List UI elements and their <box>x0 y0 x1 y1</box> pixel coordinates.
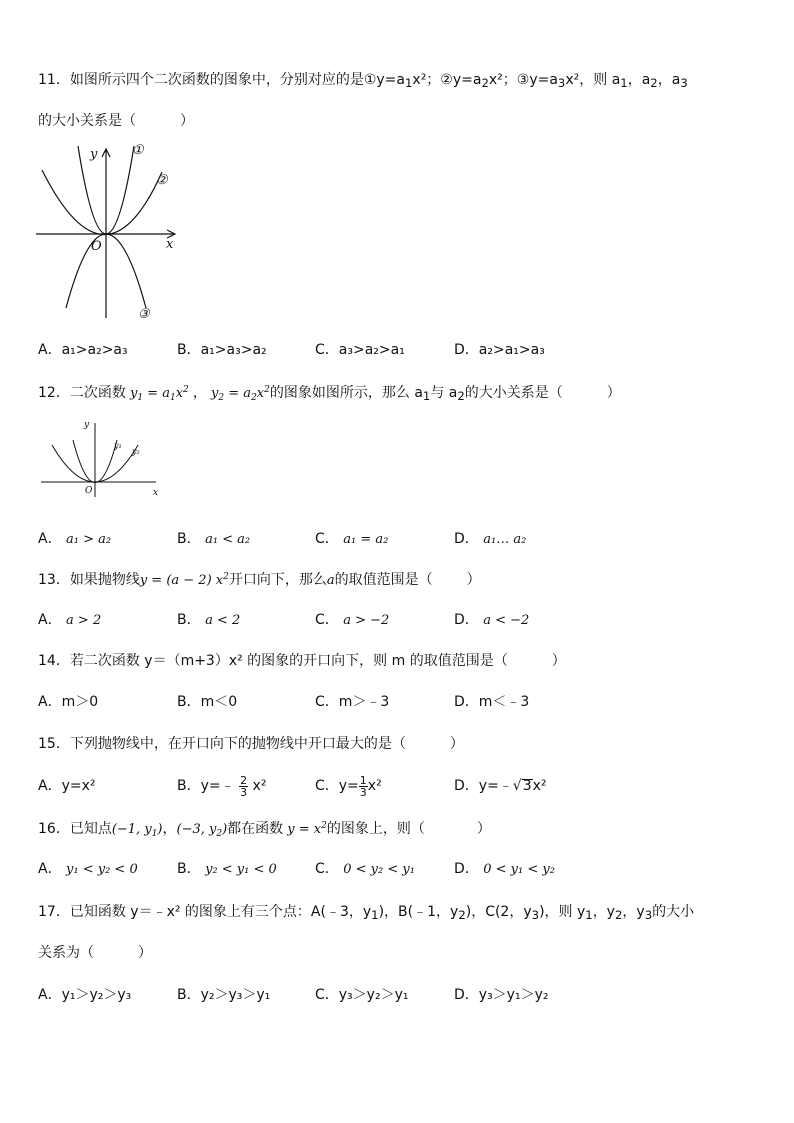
q13-number: 13 <box>38 572 56 588</box>
q12-option-d[interactable]: D． a₁… a₂ <box>454 531 527 547</box>
q17-stem-line2: 关系为（ ） <box>38 945 152 961</box>
q14-options <box>38 691 758 713</box>
q12-option-b[interactable]: B． a₁ < a₂ <box>177 531 251 547</box>
q17-option-d[interactable]: D．y₃＞y₁＞y₂ <box>454 987 549 1003</box>
q16-option-a[interactable]: A． y₁ < y₂ < 0 <box>38 861 138 877</box>
q13-options <box>38 609 758 631</box>
q11-curve-1-label: ① <box>132 143 144 158</box>
q13-option-d[interactable]: D． a < −2 <box>454 612 530 628</box>
q11-option-b[interactable]: B．a₁>a₃>a₂ <box>177 342 267 358</box>
q11-stem-line2: 的大小关系是（ ） <box>38 113 194 129</box>
q16-number: 16 <box>38 821 56 837</box>
q12-formula-y2: $y_2 = a_2x^2$ <box>206 385 270 403</box>
q17-options <box>38 984 758 1006</box>
q11-curve-2 <box>42 170 162 235</box>
q12-curve-y2-label: y₂ <box>132 447 140 456</box>
q11-curve-2-label: ② <box>156 173 168 188</box>
q15-number: 15 <box>38 736 56 752</box>
q13-variable-a: a <box>326 573 335 588</box>
q16-option-c[interactable]: C． 0 < y₂ < y₁ <box>315 861 415 877</box>
q12-options <box>38 528 758 550</box>
q14-option-c[interactable]: C．m＞﹣3 <box>315 694 390 710</box>
q12-curve-y1-label: y₁ <box>114 441 122 450</box>
q12-axis-x-label: x <box>153 488 159 498</box>
q13-option-b[interactable]: B． a < 2 <box>177 612 241 628</box>
q12-origin-label: O <box>85 486 93 496</box>
q12-number: 12 <box>38 385 56 401</box>
q11-option-a[interactable]: A．a₁>a₂>a₃ <box>38 342 128 358</box>
q13-formula: y = (a − 2) $x^2$ <box>139 572 229 588</box>
q12-option-c[interactable]: C． a₁ = a₂ <box>315 531 389 547</box>
q11-curve-3-label: ③ <box>138 307 150 322</box>
q16-point-2: (−3, $y_2$) <box>176 822 228 839</box>
q11-origin-label: O <box>91 239 102 254</box>
q16-function: $y = x^2$ <box>283 821 327 837</box>
q16-option-d[interactable]: D． 0 < y₁ < y₂ <box>454 861 555 877</box>
q11-stem: 11．如图所示四个二次函数的图象中，分别对应的是$①y=a_1x^2$；$②y=a_2x^2$；$③y=a_3x^2$，则 $a_1$，$a_2$，$a_3$ <box>38 72 688 90</box>
q12-figure <box>38 415 168 500</box>
q14-stem: 14．若二次函数 y＝（m+3）x² 的图象的开口向下，则 m 的取值范围是（ ） <box>38 653 566 669</box>
q15-option-b[interactable]: B．y=﹣ $\frac{2}{3}$ x² <box>177 773 267 799</box>
q16-stem: 16．已知点(−1, $y_1$)，(−3, $y_2$)都在函数 $y = x^2$的图象上，则（ ） <box>38 821 491 839</box>
q15-option-a[interactable]: A．y=x² <box>38 778 96 794</box>
q17-option-a[interactable]: A．y₁＞y₂＞y₃ <box>38 987 132 1003</box>
q15-option-b-fraction: $\frac{2}{3}$ <box>240 773 248 799</box>
q11-option-d[interactable]: D．a₂>a₁>a₃ <box>454 342 545 358</box>
q13-option-a[interactable]: A． a > 2 <box>38 612 102 628</box>
q12-stem: 12．二次函数 $y_1 = a_1x^2$ ， $y_2 = a_2x^2$的图象如图所示，那么 $a_1$与 $a_2$的大小关系是（ ） <box>38 385 621 403</box>
q11-figure <box>34 140 184 325</box>
q15-option-d[interactable]: D．y=﹣√3x² <box>454 778 547 794</box>
q12-axis-y-label: y <box>84 420 90 430</box>
q12-formula-y1: $y_1 = a_1x^2$ <box>125 385 189 403</box>
q11-axis-y-label: y <box>90 147 98 162</box>
q15-option-c-fraction: $\frac{1}{3}$ <box>359 773 367 799</box>
q14-option-a[interactable]: A．m＞0 <box>38 694 99 710</box>
q17-stem: 17．已知函数 y＝﹣x² 的图象上有三个点：A(﹣3，$y_1$)，B(﹣1，$y_2$)，C(2，$y_3$)，则 $y_1$，$y_2$，$y_3$的大小 <box>38 904 695 922</box>
q14-number: 14 <box>38 653 56 669</box>
q17-option-c[interactable]: C．y₃＞y₂＞y₁ <box>315 987 409 1003</box>
q15-options <box>38 773 758 799</box>
q12-option-a[interactable]: A． a₁ > a₂ <box>38 531 112 547</box>
q11-axis-x-label: x <box>166 237 174 252</box>
q11-number: 11 <box>38 72 56 88</box>
q14-option-b[interactable]: B．m＜0 <box>177 694 238 710</box>
q16-point-1: (−1, $y_1$) <box>111 822 163 839</box>
q11-options <box>38 339 758 361</box>
q15-option-d-radical: 3 <box>522 778 532 794</box>
q13-option-c[interactable]: C． a > −2 <box>315 612 390 628</box>
q15-stem: 15．下列抛物线中，在开口向下的抛物线中开口最大的是（ ） <box>38 736 464 752</box>
q13-stem: 13．如果抛物线y = (a − 2) $x^2$开口向下，那么a的取值范围是（ ） <box>38 572 481 588</box>
q15-option-c[interactable]: C．y= $\frac{1}{3}$ x² <box>315 773 382 799</box>
q16-options <box>38 858 758 880</box>
q11-option-c[interactable]: C．a₃>a₂>a₁ <box>315 342 405 358</box>
q14-option-d[interactable]: D．m＜﹣3 <box>454 694 530 710</box>
q16-option-b[interactable]: B． y₂ < y₁ < 0 <box>177 861 277 877</box>
q17-option-b[interactable]: B．y₂＞y₃＞y₁ <box>177 987 271 1003</box>
q17-number: 17 <box>38 904 56 920</box>
